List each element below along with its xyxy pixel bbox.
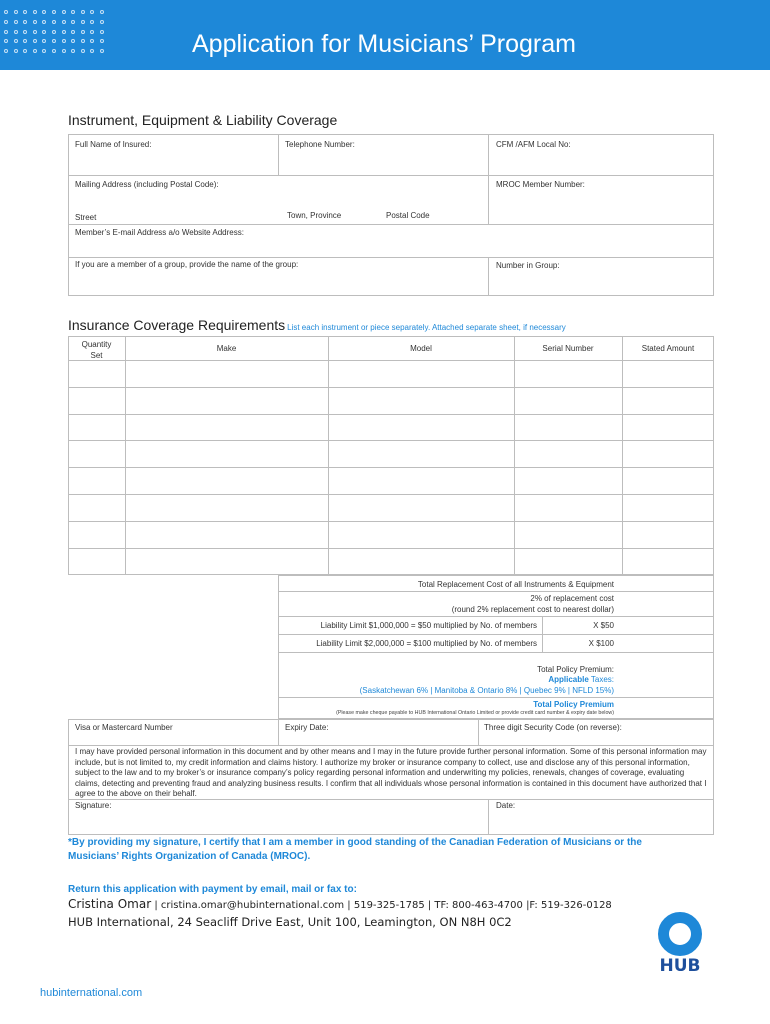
- banner-dot: [23, 39, 27, 43]
- col-header-make: Make: [216, 344, 237, 353]
- cfm-local-field[interactable]: CFM /AFM Local No:: [496, 140, 571, 149]
- taxes-text: Taxes:: [588, 675, 614, 684]
- return-heading: Return this application with payment by email, mail or fax to:: [68, 884, 357, 895]
- banner-dot: [14, 10, 18, 14]
- banner-dot: [33, 10, 37, 14]
- col-header-model: Model: [410, 344, 432, 353]
- signature-date-field[interactable]: Date:: [496, 801, 516, 810]
- liability-2m-label: Liability Limit $2,000,000 = $100 multiplied by No. of members: [316, 639, 537, 648]
- banner-dot: [14, 30, 18, 34]
- banner-dot: [81, 30, 85, 34]
- header-banner: [0, 0, 770, 70]
- banner-dot: [14, 39, 18, 43]
- signature-field[interactable]: Signature:: [75, 801, 112, 810]
- banner-dot: [62, 20, 66, 24]
- table-row[interactable]: [68, 440, 714, 441]
- banner-dot: [52, 49, 56, 53]
- banner-dot: [90, 30, 94, 34]
- banner-dot: [4, 49, 8, 53]
- security-code-field[interactable]: Three digit Security Code (on reverse):: [484, 723, 622, 732]
- banner-dot: [90, 49, 94, 53]
- email-field[interactable]: Member’s E-mail Address a/o Website Address:: [75, 228, 244, 237]
- applicable-taxes-label: [280, 675, 614, 686]
- banner-dot: [71, 39, 75, 43]
- banner-dot: [4, 10, 8, 14]
- banner-dot: [23, 49, 27, 53]
- banner-dot: [52, 39, 56, 43]
- banner-dot: [62, 30, 66, 34]
- banner-dot: [90, 39, 94, 43]
- total-replacement-cost-label: Total Replacement Cost of all Instruments & Equipment: [417, 580, 614, 589]
- instrument-table: [68, 336, 714, 575]
- telephone-field[interactable]: Telephone Number:: [285, 140, 355, 149]
- col-header-serial: Serial Number: [542, 344, 594, 353]
- decorative-dot-pattern: [4, 10, 114, 58]
- banner-dot: [42, 49, 46, 53]
- table-row[interactable]: [68, 521, 714, 522]
- banner-dot: [100, 10, 104, 14]
- banner-dot: [52, 10, 56, 14]
- banner-dot: [100, 39, 104, 43]
- banner-dot: [52, 30, 56, 34]
- banner-dot: [33, 20, 37, 24]
- mailing-address: HUB International, 24 Seacliff Drive East, Unit 100, Leamington, ON N8H 0C2: [68, 915, 512, 929]
- round-note-label: (round 2% replacement cost to nearest dollar): [451, 605, 614, 614]
- banner-dot: [100, 30, 104, 34]
- banner-dot: [14, 20, 18, 24]
- hub-logo-ring-icon: [658, 912, 702, 956]
- full-name-field[interactable]: Full Name of Insured:: [75, 140, 152, 149]
- applicable-bold: Applicable: [548, 675, 589, 684]
- banner-dot: [42, 10, 46, 14]
- mroc-member-field[interactable]: MROC Member Number:: [496, 180, 585, 189]
- section-note: List each instrument or piece separately. Attached separate sheet, if necessary: [287, 323, 566, 332]
- banner-dot: [33, 30, 37, 34]
- banner-dot: [23, 20, 27, 24]
- col-header-stated-amount: Stated Amount: [641, 344, 695, 353]
- total-policy-premium-label: Total Policy Premium: [533, 700, 614, 709]
- banner-dot: [4, 39, 8, 43]
- section-title-coverage: Instrument, Equipment & Liability Coverage: [68, 112, 338, 128]
- contact-details: | cristina.omar@hubinternational.com | 519-325-1785 | TF: 800-463-4700 |F: 519-326-0128: [151, 900, 612, 911]
- banner-dot: [42, 30, 46, 34]
- table-row[interactable]: [68, 387, 714, 388]
- card-number-field[interactable]: Visa or Mastercard Number: [75, 723, 173, 732]
- banner-dot: [71, 20, 75, 24]
- contact-name: Cristina Omar: [68, 897, 152, 911]
- liability-1m-amount: X $50: [593, 621, 614, 630]
- banner-dot: [90, 20, 94, 24]
- expiry-date-field[interactable]: Expiry Date:: [285, 723, 329, 732]
- banner-dot: [14, 49, 18, 53]
- banner-dot: [100, 20, 104, 24]
- banner-dot: [62, 39, 66, 43]
- street-label: Street: [75, 213, 97, 222]
- banner-dot: [62, 49, 66, 53]
- banner-dot: [23, 30, 27, 34]
- town-province-label: Town, Province: [287, 211, 342, 220]
- table-row[interactable]: [68, 467, 714, 468]
- number-in-group-field[interactable]: Number in Group:: [496, 261, 560, 270]
- hub-logo: [656, 912, 704, 976]
- two-percent-label: 2% of replacement cost: [530, 594, 614, 603]
- postal-code-label: Postal Code: [386, 211, 430, 220]
- banner-dot: [4, 20, 8, 24]
- banner-dot: [23, 10, 27, 14]
- mailing-address-field[interactable]: Mailing Address (including Postal Code):: [75, 180, 219, 189]
- banner-dot: [71, 49, 75, 53]
- liability-2m-amount: X $100: [588, 639, 614, 648]
- section-title-insurance-text: Insurance Coverage Requirements: [68, 317, 286, 333]
- banner-dot: [42, 39, 46, 43]
- banner-dot: [71, 10, 75, 14]
- banner-dot: [90, 10, 94, 14]
- banner-dot: [33, 39, 37, 43]
- hub-logo-text: HUB: [659, 956, 701, 976]
- table-row[interactable]: [68, 414, 714, 415]
- table-row[interactable]: [68, 494, 714, 495]
- banner-dot: [33, 49, 37, 53]
- section-title-insurance: [68, 317, 566, 333]
- total-premium-label: Total Policy Premium:: [537, 665, 614, 674]
- page-title: Application for Musicians’ Program: [192, 30, 576, 58]
- table-row[interactable]: [68, 548, 714, 549]
- banner-dot: [81, 10, 85, 14]
- banner-dot: [71, 30, 75, 34]
- table-row[interactable]: [68, 360, 714, 361]
- group-name-field[interactable]: If you are a member of a group, provide the name of the group:: [75, 260, 299, 269]
- banner-dot: [4, 30, 8, 34]
- banner-dot: [42, 20, 46, 24]
- banner-dot: [62, 10, 66, 14]
- footer-website-link[interactable]: hubinternational.com: [40, 987, 143, 999]
- tax-rates-label: (Saskatchewan 6% | Manitoba & Ontario 8% | Quebec 9% | NFLD 15%): [359, 686, 614, 695]
- liability-1m-label: Liability Limit $1,000,000 = $50 multiplied by No. of members: [320, 621, 537, 630]
- banner-dot: [81, 39, 85, 43]
- banner-dot: [52, 20, 56, 24]
- col-header-quantity: Quantity Set: [81, 340, 112, 360]
- cheque-note: (Please make cheque payable to HUB International Ontario Limited or provide credit card number & expiry date below): [336, 710, 614, 716]
- contact-line: [68, 897, 612, 911]
- banner-dot: [100, 49, 104, 53]
- certification-statement: *By providing my signature, I certify that I am a member in good standing of the Canadian Federation of Musicians or the Musicians’ Rights Organization of Canada (MROC).: [68, 837, 642, 862]
- privacy-consent-text: I may have provided personal information in this document and by other means and I may in the future provide further personal information. Some of this personal information may include, but is not limited to, my credit information and claims history. I authorize my broker or insurance company to collect, use and disclose any of this personal information, subject to the law and to my broker’s or insurance company’s policy regarding personal information and underwriting my policies, renewals, changes of coverage, evaluating claims, detecting and preventing fraud and analyzing business results. I confirm that all individuals whose personal information is contained in this document have authorized that I agree to the above on their behalf.: [75, 747, 707, 799]
- banner-dot: [81, 49, 85, 53]
- banner-dot: [81, 20, 85, 24]
